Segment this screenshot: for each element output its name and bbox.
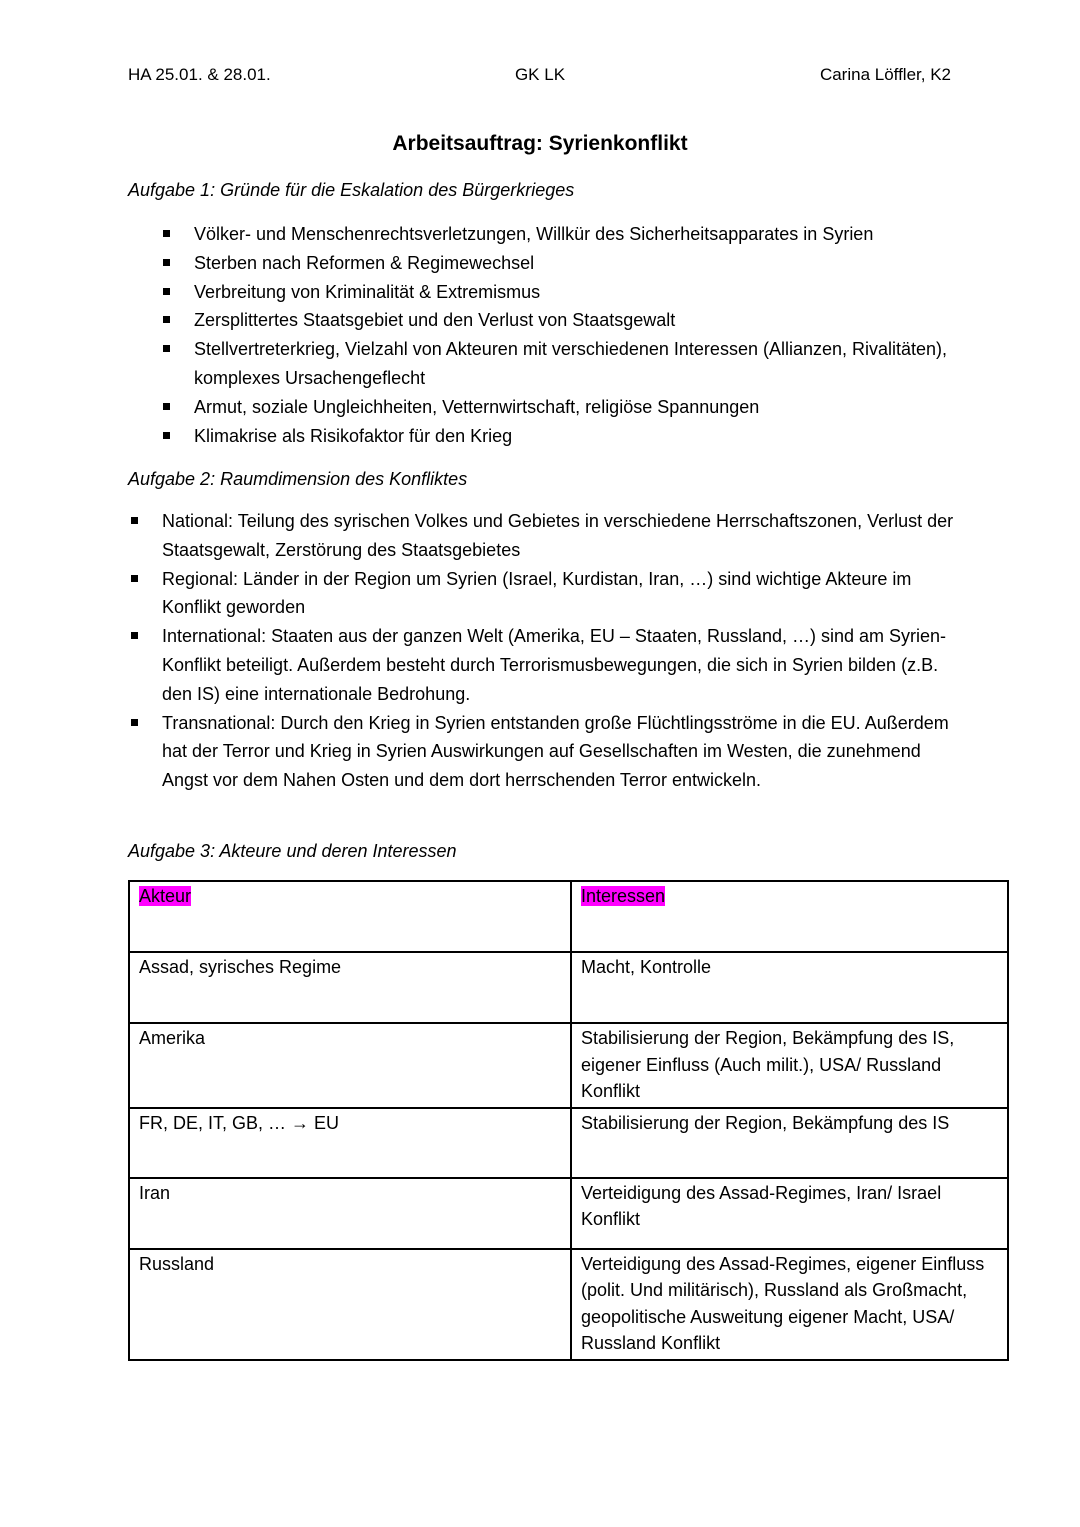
header-course: GK LK bbox=[514, 65, 566, 84]
list-item: Regional: Länder in der Region um Syrien (Israel, Kurdistan, Iran, …) sind wichtige Akteure im Konflikt geworden bbox=[162, 565, 962, 623]
list-item: Stellvertreterkrieg, Vielzahl von Akteuren mit verschiedenen Interessen (Allianzen, Rivalitäten), komplexes Ursachengeflecht bbox=[194, 335, 974, 393]
bullet-icon bbox=[163, 403, 170, 410]
interests-cell: Macht, Kontrolle bbox=[571, 952, 1008, 1023]
list-item: National: Teilung des syrischen Volkes und Gebietes in verschiedene Herrschaftszonen, Verlust der Staatsgewalt, Zerstörung des Staatsgebietes bbox=[162, 507, 962, 565]
list-item: Sterben nach Reformen & Regimewechsel bbox=[194, 249, 974, 278]
actor-cell: Russland bbox=[129, 1249, 571, 1360]
list-item: International: Staaten aus der ganzen Welt (Amerika, EU – Staaten, Russland, …) sind am Syrien-Konflikt beteiligt. Außerdem besteht durch Terrorismusbewegungen, die sich in Syrien bilden (z.B. den IS) eine internationale Bedrohung. bbox=[162, 622, 962, 708]
interests-cell: Verteidigung des Assad-Regimes, eigener Einfluss (polit. Und militärisch), Russland als Großmacht, geopolitische Ausweitung eigener Macht, USA/ Russland Konflikt bbox=[571, 1249, 1008, 1360]
bullet-icon bbox=[163, 230, 170, 237]
actors-table bbox=[128, 880, 1009, 1361]
table-row bbox=[129, 1023, 1008, 1108]
actor-cell: Assad, syrisches Regime bbox=[129, 952, 571, 1023]
interests-cell: Stabilisierung der Region, Bekämpfung des IS bbox=[571, 1108, 1008, 1178]
actor-cell: Amerika bbox=[129, 1023, 571, 1108]
bullet-icon bbox=[163, 288, 170, 295]
actor-cell: Iran bbox=[129, 1178, 571, 1249]
bullet-icon bbox=[131, 575, 138, 582]
actor-cell: FR, DE, IT, GB, … → EU bbox=[129, 1108, 571, 1178]
column-header-actor: Akteur bbox=[129, 881, 571, 952]
header-author: Carina Löffler, K2 bbox=[819, 65, 951, 84]
bullet-icon bbox=[131, 632, 138, 639]
task1-list bbox=[194, 220, 974, 450]
list-item: Klimakrise als Risikofaktor für den Krieg bbox=[194, 422, 974, 451]
table-row bbox=[129, 952, 1008, 1023]
task2-list bbox=[162, 507, 962, 795]
bullet-icon bbox=[131, 517, 138, 524]
task3-heading: Aufgabe 3: Akteure und deren Interessen bbox=[128, 841, 457, 861]
interests-cell: Verteidigung des Assad-Regimes, Iran/ Israel Konflikt bbox=[571, 1178, 1008, 1249]
column-header-interests: Interessen bbox=[571, 881, 1008, 952]
bullet-icon bbox=[131, 719, 138, 726]
list-item: Zersplittertes Staatsgebiet und den Verlust von Staatsgewalt bbox=[194, 306, 974, 335]
bullet-icon bbox=[163, 259, 170, 266]
list-item: Völker- und Menschenrechtsverletzungen, Willkür des Sicherheitsapparates in Syrien bbox=[194, 220, 974, 249]
list-item: Transnational: Durch den Krieg in Syrien entstanden große Flüchtlingsströme in die EU. Außerdem hat der Terror und Krieg in Syrien Auswirkungen auf Gesellschaften im Westen, die zunehmend Angst vor dem Nahen Osten und dem dort herrschenden Terror entwickeln. bbox=[162, 709, 962, 795]
header-date: HA 25.01. & 28.01. bbox=[128, 65, 271, 84]
page-title: Arbeitsauftrag: Syrienkonflikt bbox=[392, 132, 688, 155]
bullet-icon bbox=[163, 432, 170, 439]
interests-cell: Stabilisierung der Region, Bekämpfung des IS, eigener Einfluss (Auch milit.), USA/ Russland Konflikt bbox=[571, 1023, 1008, 1108]
bullet-icon bbox=[163, 345, 170, 352]
table-row bbox=[129, 1108, 1008, 1178]
list-item: Armut, soziale Ungleichheiten, Vetternwirtschaft, religiöse Spannungen bbox=[194, 393, 974, 422]
task2-heading: Aufgabe 2: Raumdimension des Konfliktes bbox=[128, 469, 468, 489]
table-header-row bbox=[129, 881, 1008, 952]
task1-heading: Aufgabe 1: Gründe für die Eskalation des Bürgerkrieges bbox=[128, 180, 575, 200]
table-row bbox=[129, 1249, 1008, 1360]
bullet-icon bbox=[163, 316, 170, 323]
list-item: Verbreitung von Kriminalität & Extremismus bbox=[194, 278, 974, 307]
table-row bbox=[129, 1178, 1008, 1249]
